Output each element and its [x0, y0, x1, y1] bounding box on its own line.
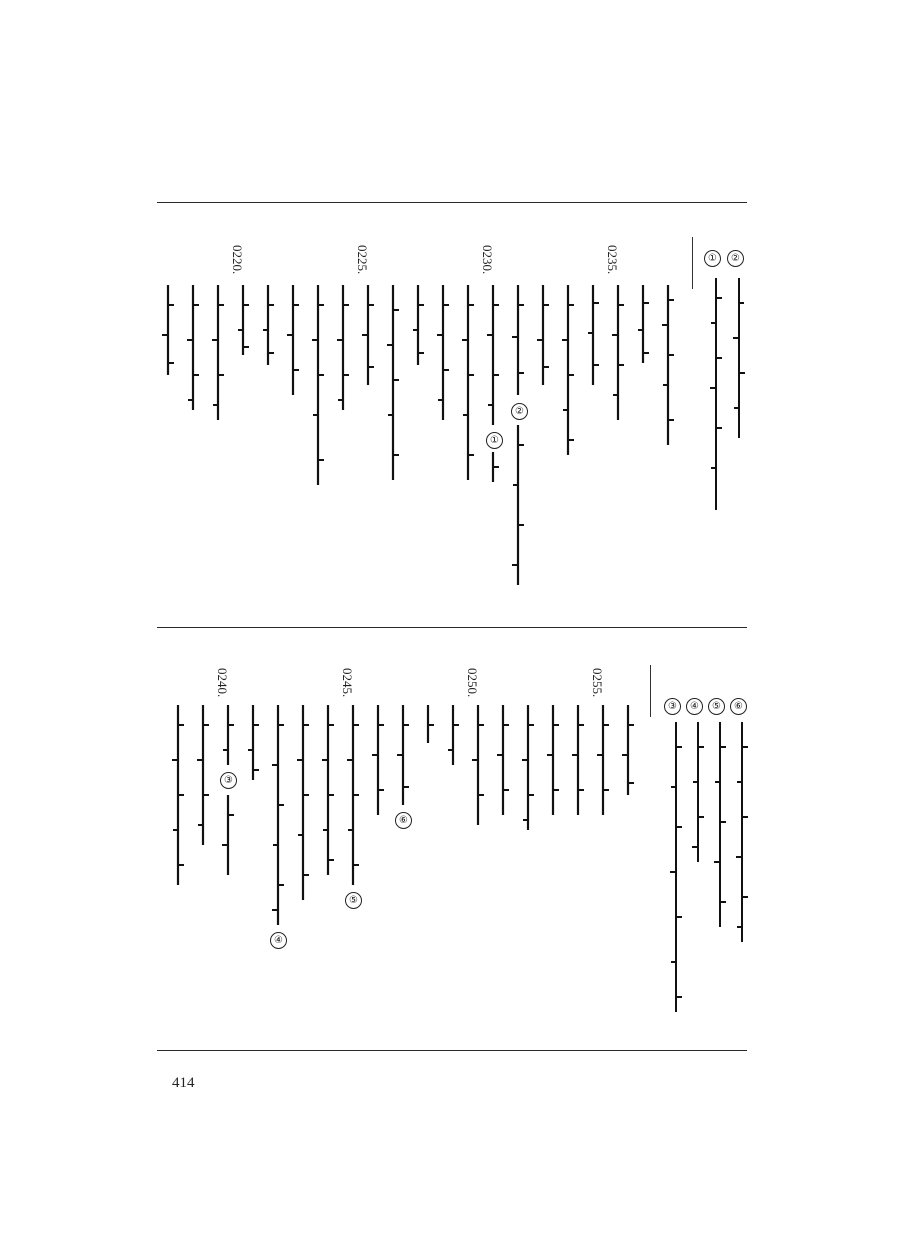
verse-line [260, 285, 276, 365]
verse-line [510, 425, 526, 585]
footnote-marker-2: ② [727, 250, 744, 267]
verse-line [270, 705, 286, 925]
verse-line [295, 705, 311, 900]
footnote-marker-4: ④ [686, 698, 703, 715]
footnote-line [734, 722, 750, 942]
verse-line [595, 705, 611, 815]
verse-line [285, 285, 301, 395]
verse-line [420, 705, 436, 743]
verse-line [395, 705, 411, 805]
verse-line [485, 285, 501, 425]
verse-line [620, 705, 636, 795]
verse-line [310, 285, 326, 485]
verse-line [585, 285, 601, 385]
verse-line [470, 705, 486, 825]
verse-line [160, 285, 176, 375]
verse-line [220, 705, 236, 765]
footnote-marker-6: ⑥ [730, 698, 747, 715]
footnote-line [712, 722, 728, 927]
line-number: 0255. [590, 668, 605, 698]
verse-line [210, 285, 226, 420]
verse-line [535, 285, 551, 385]
verse-line [485, 452, 501, 482]
verse-line [510, 285, 526, 395]
inline-note-marker: ③ [220, 772, 237, 789]
bottom-rule [157, 1050, 747, 1051]
verse-line [660, 285, 676, 445]
footnote-separator-bottom [650, 665, 651, 717]
line-number: 0225. [355, 245, 370, 275]
verse-line [370, 705, 386, 815]
footnote-line [708, 278, 724, 510]
footnote-marker-3: ③ [664, 698, 681, 715]
verse-line [335, 285, 351, 410]
footnote-line [690, 722, 706, 862]
verse-line [185, 285, 201, 410]
verse-line [560, 285, 576, 455]
verse-line [170, 705, 186, 885]
verse-line [220, 795, 236, 875]
line-number: 0230. [480, 245, 495, 275]
top-rule [157, 202, 747, 203]
verse-line [345, 705, 361, 885]
verse-line [570, 705, 586, 815]
inline-note-marker: ② [511, 403, 528, 420]
line-number: 0245. [340, 668, 355, 698]
verse-line [610, 285, 626, 420]
verse-line [445, 705, 461, 765]
inline-note-marker: ⑤ [345, 892, 362, 909]
verse-line [545, 705, 561, 815]
verse-line [195, 705, 211, 845]
verse-line [360, 285, 376, 385]
verse-line [410, 285, 426, 365]
line-number: 0220. [230, 245, 245, 275]
line-number: 0235. [605, 245, 620, 275]
verse-line [320, 705, 336, 875]
verse-line [385, 285, 401, 480]
footnote-separator-top [692, 237, 693, 289]
footnote-line [731, 278, 747, 438]
footnote-marker-5: ⑤ [708, 698, 725, 715]
middle-rule [157, 627, 747, 628]
verse-line [635, 285, 651, 363]
inline-note-marker: ⑥ [395, 812, 412, 829]
verse-line [460, 285, 476, 480]
verse-line [235, 285, 251, 355]
inline-note-marker: ④ [270, 932, 287, 949]
verse-line [435, 285, 451, 420]
verse-line [495, 705, 511, 815]
footnote-marker-1: ① [704, 250, 721, 267]
page-number: 414 [172, 1075, 195, 1091]
line-number: 0240. [215, 668, 230, 698]
verse-line [520, 705, 536, 830]
footnote-line [668, 722, 684, 1012]
inline-note-marker: ① [486, 432, 503, 449]
line-number: 0250. [465, 668, 480, 698]
verse-line [245, 705, 261, 780]
